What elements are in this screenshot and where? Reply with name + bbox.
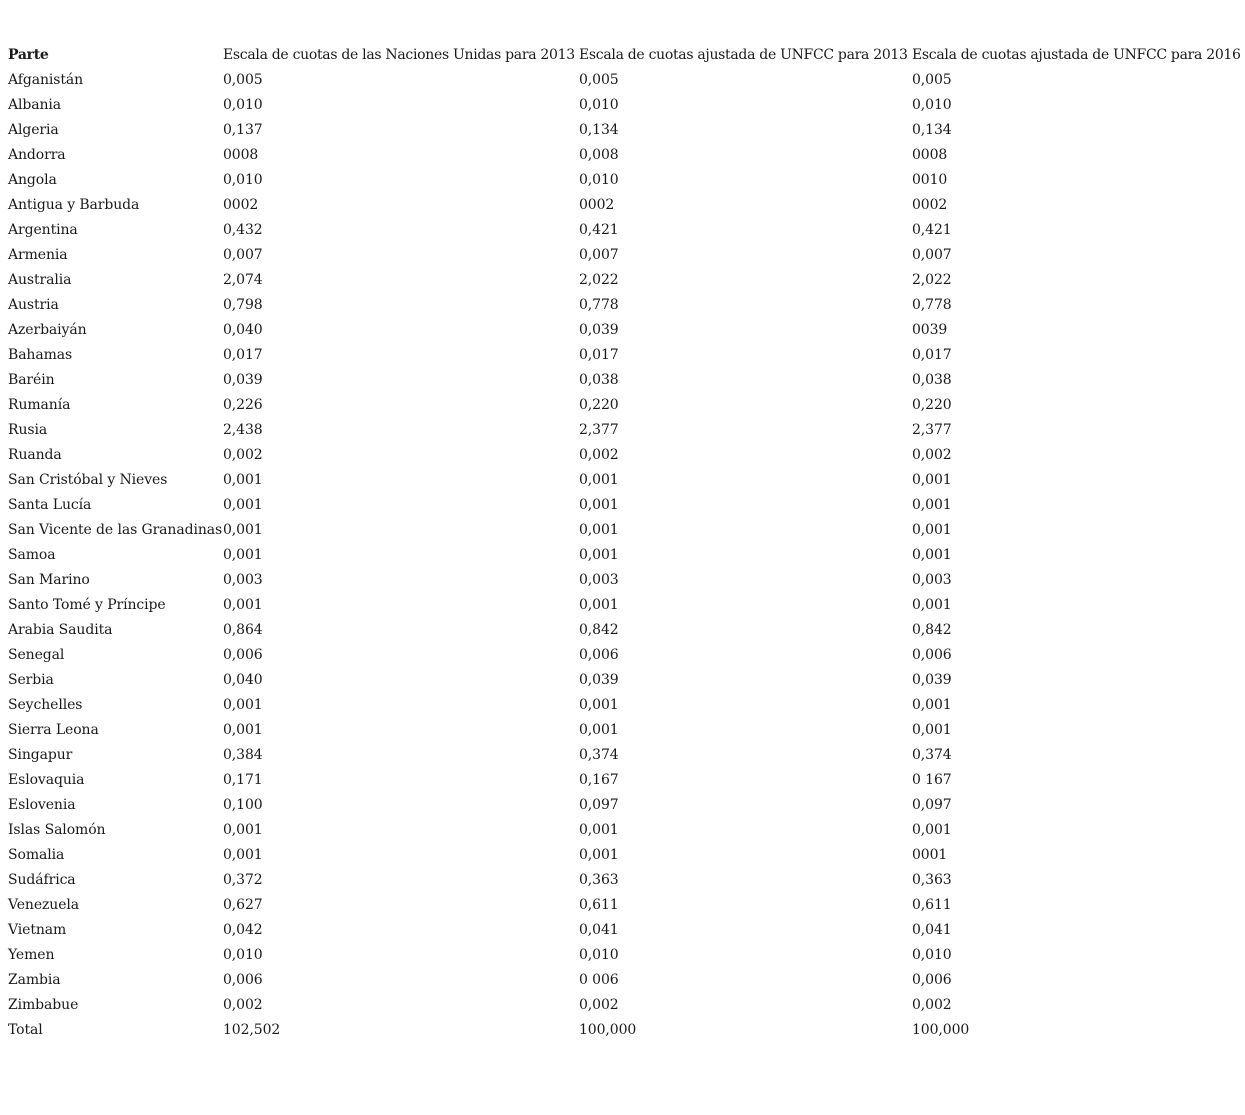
- table-row: [0, 943, 1245, 968]
- cell-unfcc-scale-2013: 0,002: [579, 997, 619, 1013]
- cell-unfcc-scale-2013: 0,006: [579, 647, 619, 663]
- cell-unfcc-scale-2013: 0,005: [579, 72, 619, 88]
- cell-party: Senegal: [8, 647, 65, 663]
- cell-unfcc-scale-2016: 0,363: [912, 872, 952, 888]
- cell-unfcc-scale-2016: 0008: [912, 147, 948, 163]
- cell-unfcc-scale-2016: 0001: [912, 847, 948, 863]
- cell-un-scale-2013: 0,864: [223, 622, 263, 638]
- quota-scale-table: [0, 43, 1245, 1043]
- cell-unfcc-scale-2013: 0,038: [579, 372, 619, 388]
- table-row: [0, 668, 1245, 693]
- table-row: [0, 618, 1245, 643]
- cell-party: Angola: [8, 172, 57, 188]
- cell-unfcc-scale-2013: 0 006: [579, 972, 619, 988]
- cell-unfcc-scale-2016: 0,001: [912, 722, 952, 738]
- cell-unfcc-scale-2016: 0,421: [912, 222, 952, 238]
- cell-unfcc-scale-2016: 0,038: [912, 372, 952, 388]
- cell-unfcc-scale-2016: 0,842: [912, 622, 952, 638]
- cell-party: Bahamas: [8, 347, 73, 363]
- cell-un-scale-2013: 0,040: [223, 322, 263, 338]
- cell-party: Armenia: [8, 247, 68, 263]
- cell-unfcc-scale-2013: 0,010: [579, 172, 619, 188]
- table-row: [0, 918, 1245, 943]
- cell-unfcc-scale-2016: 0,010: [912, 947, 952, 963]
- cell-unfcc-scale-2013: 0,778: [579, 297, 619, 313]
- table-row: [0, 93, 1245, 118]
- table-row: [0, 143, 1245, 168]
- cell-un-scale-2013: 2,074: [223, 272, 263, 288]
- cell-un-scale-2013: 0,372: [223, 872, 263, 888]
- cell-unfcc-scale-2016: 0,097: [912, 797, 952, 813]
- table-row: [0, 868, 1245, 893]
- cell-unfcc-scale-2016: 0,006: [912, 972, 952, 988]
- cell-unfcc-scale-2013: 0,842: [579, 622, 619, 638]
- cell-unfcc-scale-2016: 0,006: [912, 647, 952, 663]
- cell-party: Vietnam: [8, 922, 67, 938]
- column-header-unfcc-scale-2013: Escala de cuotas ajustada de UNFCC para 2013: [579, 47, 908, 63]
- table-header: [0, 43, 1245, 68]
- cell-un-scale-2013: 0,007: [223, 247, 263, 263]
- cell-un-scale-2013: 0,010: [223, 97, 263, 113]
- cell-unfcc-scale-2013: 0,167: [579, 772, 619, 788]
- cell-unfcc-scale-2016: 0010: [912, 172, 948, 188]
- cell-un-scale-2013: 0,040: [223, 672, 263, 688]
- column-header-un-scale-2013: Escala de cuotas de las Naciones Unidas para 2013: [223, 47, 575, 63]
- table-row: [0, 193, 1245, 218]
- cell-unfcc-scale-2016: 0,220: [912, 397, 952, 413]
- cell-un-scale-2013: 0,017: [223, 347, 263, 363]
- cell-un-scale-2013: 0,001: [223, 522, 263, 538]
- cell-un-scale-2013: 0,226: [223, 397, 263, 413]
- cell-unfcc-scale-2013: 0,017: [579, 347, 619, 363]
- cell-unfcc-scale-2013: 0,010: [579, 947, 619, 963]
- cell-party: Eslovenia: [8, 797, 76, 813]
- cell-unfcc-scale-2016: 0,007: [912, 247, 952, 263]
- table-row: [0, 1018, 1245, 1043]
- table-row: [0, 493, 1245, 518]
- table-row: [0, 568, 1245, 593]
- cell-un-scale-2013: 0,798: [223, 297, 263, 313]
- table-row: [0, 718, 1245, 743]
- cell-unfcc-scale-2013: 0,001: [579, 472, 619, 488]
- header-row: [0, 43, 1245, 68]
- cell-un-scale-2013: 0,137: [223, 122, 263, 138]
- cell-party: Somalia: [8, 847, 65, 863]
- cell-un-scale-2013: 0,384: [223, 747, 263, 763]
- cell-party: Yemen: [8, 947, 55, 963]
- cell-party: Argentina: [8, 222, 78, 238]
- cell-party: Samoa: [8, 547, 56, 563]
- cell-unfcc-scale-2013: 0,001: [579, 822, 619, 838]
- cell-unfcc-scale-2016: 0,039: [912, 672, 952, 688]
- cell-un-scale-2013: 0,039: [223, 372, 263, 388]
- table-row: [0, 768, 1245, 793]
- cell-party: Afganistán: [8, 72, 84, 88]
- column-header-unfcc-scale-2016: Escala de cuotas ajustada de UNFCC para 2016: [912, 47, 1241, 63]
- table-row: [0, 118, 1245, 143]
- cell-party: Venezuela: [8, 897, 80, 913]
- cell-unfcc-scale-2016: 0,017: [912, 347, 952, 363]
- cell-party: Baréin: [8, 372, 55, 388]
- cell-unfcc-scale-2013: 0,374: [579, 747, 619, 763]
- cell-unfcc-scale-2016: 0,001: [912, 497, 952, 513]
- cell-unfcc-scale-2013: 0,002: [579, 447, 619, 463]
- cell-unfcc-scale-2013: 0,001: [579, 697, 619, 713]
- cell-unfcc-scale-2016: 0,374: [912, 747, 952, 763]
- cell-unfcc-scale-2016: 0,002: [912, 997, 952, 1013]
- cell-unfcc-scale-2016: 0,001: [912, 597, 952, 613]
- table-row: [0, 393, 1245, 418]
- cell-party: Singapur: [8, 747, 73, 763]
- table-row: [0, 243, 1245, 268]
- cell-un-scale-2013: 0,006: [223, 647, 263, 663]
- cell-party: Austria: [8, 297, 59, 313]
- cell-unfcc-scale-2013: 0,039: [579, 672, 619, 688]
- cell-unfcc-scale-2016: 0002: [912, 197, 948, 213]
- cell-unfcc-scale-2013: 0,220: [579, 397, 619, 413]
- cell-un-scale-2013: 0,001: [223, 847, 263, 863]
- cell-unfcc-scale-2013: 0,001: [579, 547, 619, 563]
- cell-party: Ruanda: [8, 447, 62, 463]
- cell-party: Algeria: [8, 122, 59, 138]
- cell-un-scale-2013: 0,002: [223, 997, 263, 1013]
- cell-un-scale-2013: 0,171: [223, 772, 263, 788]
- cell-unfcc-scale-2016: 2,377: [912, 422, 952, 438]
- cell-un-scale-2013: 0008: [223, 147, 259, 163]
- cell-party: Azerbaiyán: [8, 322, 87, 338]
- table-row: [0, 743, 1245, 768]
- cell-un-scale-2013: 0,001: [223, 822, 263, 838]
- cell-unfcc-scale-2013: 0,097: [579, 797, 619, 813]
- table-row: [0, 218, 1245, 243]
- cell-un-scale-2013: 0,006: [223, 972, 263, 988]
- cell-unfcc-scale-2013: 0,003: [579, 572, 619, 588]
- cell-party: Eslovaquia: [8, 772, 85, 788]
- cell-unfcc-scale-2013: 0,001: [579, 597, 619, 613]
- cell-party: Sierra Leona: [8, 722, 99, 738]
- table-row: [0, 293, 1245, 318]
- table-row: [0, 318, 1245, 343]
- document-page: [0, 43, 1245, 1043]
- cell-unfcc-scale-2013: 0,010: [579, 97, 619, 113]
- cell-party: San Cristóbal y Nieves: [8, 472, 168, 488]
- cell-un-scale-2013: 0,627: [223, 897, 263, 913]
- cell-party: Albania: [8, 97, 62, 113]
- cell-party: Rumanía: [8, 397, 71, 413]
- cell-unfcc-scale-2016: 0,010: [912, 97, 952, 113]
- cell-party: Santo Tomé y Príncipe: [8, 597, 166, 613]
- table-row: [0, 543, 1245, 568]
- cell-unfcc-scale-2013: 0,001: [579, 497, 619, 513]
- cell-unfcc-scale-2016: 0,611: [912, 897, 952, 913]
- cell-un-scale-2013: 0,001: [223, 497, 263, 513]
- cell-unfcc-scale-2016: 0,134: [912, 122, 952, 138]
- cell-unfcc-scale-2013: 0,134: [579, 122, 619, 138]
- cell-unfcc-scale-2016: 0,001: [912, 547, 952, 563]
- cell-unfcc-scale-2013: 0,363: [579, 872, 619, 888]
- cell-un-scale-2013: 102,502: [223, 1022, 281, 1038]
- cell-un-scale-2013: 0,010: [223, 947, 263, 963]
- cell-unfcc-scale-2013: 0,001: [579, 722, 619, 738]
- cell-un-scale-2013: 0,001: [223, 697, 263, 713]
- cell-unfcc-scale-2016: 0,005: [912, 72, 952, 88]
- cell-party: San Marino: [8, 572, 90, 588]
- table-row: [0, 993, 1245, 1018]
- cell-unfcc-scale-2016: 0,041: [912, 922, 952, 938]
- cell-unfcc-scale-2016: 0,002: [912, 447, 952, 463]
- cell-party: Australia: [8, 272, 72, 288]
- cell-un-scale-2013: 0002: [223, 197, 259, 213]
- table-row: [0, 518, 1245, 543]
- cell-unfcc-scale-2013: 0,001: [579, 522, 619, 538]
- cell-un-scale-2013: 0,001: [223, 472, 263, 488]
- cell-unfcc-scale-2013: 0,421: [579, 222, 619, 238]
- cell-unfcc-scale-2013: 0,041: [579, 922, 619, 938]
- table-row: [0, 593, 1245, 618]
- cell-unfcc-scale-2013: 0,039: [579, 322, 619, 338]
- cell-unfcc-scale-2016: 0,001: [912, 472, 952, 488]
- cell-un-scale-2013: 0,432: [223, 222, 263, 238]
- cell-un-scale-2013: 0,010: [223, 172, 263, 188]
- table-row: [0, 893, 1245, 918]
- cell-unfcc-scale-2016: 0 167: [912, 772, 952, 788]
- cell-party: Zambia: [8, 972, 61, 988]
- cell-party: Rusia: [8, 422, 48, 438]
- table-row: [0, 418, 1245, 443]
- cell-party: Antigua y Barbuda: [8, 197, 140, 213]
- cell-unfcc-scale-2016: 0039: [912, 322, 948, 338]
- table-row: [0, 368, 1245, 393]
- cell-party: Sudáfrica: [8, 872, 76, 888]
- cell-un-scale-2013: 0,001: [223, 597, 263, 613]
- cell-party: Seychelles: [8, 697, 83, 713]
- table-row: [0, 793, 1245, 818]
- table-row: [0, 693, 1245, 718]
- cell-party: San Vicente de las Granadinas: [8, 522, 223, 538]
- table-row: [0, 168, 1245, 193]
- table-row: [0, 643, 1245, 668]
- cell-party: Total: [8, 1022, 43, 1038]
- table-row: [0, 68, 1245, 93]
- cell-party: Serbia: [8, 672, 54, 688]
- cell-un-scale-2013: 0,002: [223, 447, 263, 463]
- cell-un-scale-2013: 0,042: [223, 922, 263, 938]
- cell-unfcc-scale-2013: 0,611: [579, 897, 619, 913]
- table-row: [0, 818, 1245, 843]
- cell-party: Santa Lucía: [8, 497, 92, 513]
- cell-un-scale-2013: 0,001: [223, 547, 263, 563]
- cell-un-scale-2013: 2,438: [223, 422, 263, 438]
- cell-unfcc-scale-2016: 0,778: [912, 297, 952, 313]
- cell-party: Zimbabue: [8, 997, 79, 1013]
- cell-unfcc-scale-2016: 0,003: [912, 572, 952, 588]
- cell-party: Arabia Saudita: [8, 622, 113, 638]
- table-body: [0, 68, 1245, 1043]
- cell-party: Andorra: [8, 147, 66, 163]
- cell-unfcc-scale-2013: 0,001: [579, 847, 619, 863]
- column-header-party: Parte: [8, 47, 49, 63]
- cell-party: Islas Salomón: [8, 822, 106, 838]
- table-row: [0, 443, 1245, 468]
- cell-un-scale-2013: 0,005: [223, 72, 263, 88]
- cell-unfcc-scale-2013: 2,377: [579, 422, 619, 438]
- cell-unfcc-scale-2013: 0002: [579, 197, 615, 213]
- cell-unfcc-scale-2013: 0,007: [579, 247, 619, 263]
- table-row: [0, 468, 1245, 493]
- cell-un-scale-2013: 0,001: [223, 722, 263, 738]
- cell-unfcc-scale-2013: 0,008: [579, 147, 619, 163]
- table-row: [0, 843, 1245, 868]
- cell-unfcc-scale-2016: 100,000: [912, 1022, 970, 1038]
- cell-unfcc-scale-2016: 0,001: [912, 522, 952, 538]
- cell-unfcc-scale-2013: 2,022: [579, 272, 619, 288]
- table-row: [0, 268, 1245, 293]
- cell-unfcc-scale-2016: 0,001: [912, 822, 952, 838]
- table-row: [0, 343, 1245, 368]
- cell-un-scale-2013: 0,100: [223, 797, 263, 813]
- cell-un-scale-2013: 0,003: [223, 572, 263, 588]
- cell-unfcc-scale-2016: 2,022: [912, 272, 952, 288]
- table-row: [0, 968, 1245, 993]
- cell-unfcc-scale-2013: 100,000: [579, 1022, 637, 1038]
- cell-unfcc-scale-2016: 0,001: [912, 697, 952, 713]
